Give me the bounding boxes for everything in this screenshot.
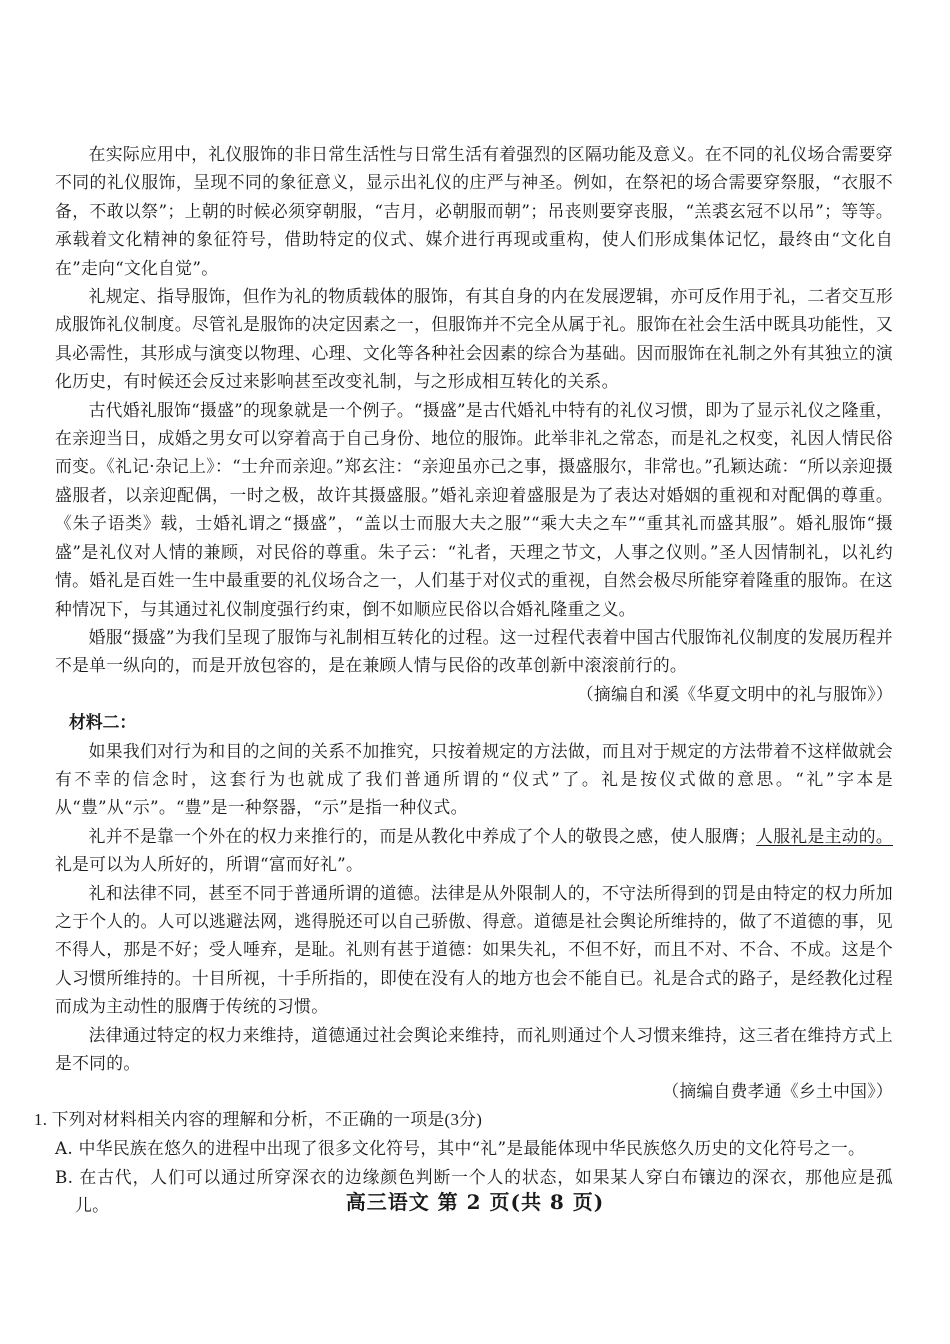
material-two-paragraph-2 [55,822,893,879]
underlined-sentence: 人服礼是主动的。 [756,825,894,846]
material-one-paragraph-3: 古代婚礼服饰“摄盛”的现象就是一个例子。“摄盛”是古代婚礼中特有的礼仪习惯，即为了显示礼仪之隆重，在亲迎当日，成婚之男女可以穿着高于自己身份、地位的服饰。此举非礼之常态，而是礼之权变，礼因人情民俗而变。《礼记·杂记上》：“士弁而亲迎。”郑玄注：“亲迎虽亦己之事，摄盛服尔，非常也。”孔颖达疏：“所以亲迎摄盛服者，以亲迎配偶，一时之极，故许其摄盛服。”婚礼亲迎着盛服是为了表达对婚姻的重视和对配偶的尊重。《朱子语类》载，士婚礼谓之“摄盛”，“盖以士而服大夫之服”“乘大夫之车”“重其礼而盛其服”。婚礼服饰“摄盛”是礼仪对人情的兼顾，对民俗的尊重。朱子云：“礼者，天理之节文，人事之仪则。”圣人因情制礼，以礼约情。婚礼是百姓一生中最重要的礼仪场合之一，人们基于对仪式的重视，自然会极尽所能穿着隆重的服饰。在这种情况下，与其通过礼仪制度强行约束，倒不如顺应民俗以合婚礼隆重之义。 [55,399,893,619]
material-one-source: （摘编自和溪《华夏文明中的礼与服饰》） [576,683,893,704]
page-footer: 高三语文 第 2 页(共 8 页) [345,1190,605,1214]
question-1-option-a: A. 中华民族在悠久的进程中出现了很多文化符号，其中“礼”是最能体现中华民族悠久历史的文化符号之一。 [55,1138,866,1159]
question-1-stem: 1. 下列对材料相关内容的理解和分析，不正确的一项是(3分) [34,1109,483,1129]
material-two-heading: 材料二： [69,712,137,733]
question-1-option-b: B. 在古代，人们可以通过所穿深衣的边缘颜色判断一个人的状态，如果某人穿白布镶边的深衣，那他应是孤儿。 [55,1166,893,1216]
material-two-paragraph-2-end: 礼是可以为人所好的，所谓“富而好礼”。 [55,854,364,875]
material-one-paragraph-4: 婚服“摄盛”为我们呈现了服饰与礼制相互转化的过程。这一过程代表着中国古代服饰礼仪制度的发展历程并不是单一纵向的，而是开放包容的，是在兼顾人情与民俗的改革创新中滚滚前行的。 [55,626,893,676]
material-one-paragraph-1: 在实际应用中，礼仪服饰的非日常生活性与日常生活有着强烈的区隔功能及意义。在不同的礼仪场合需要穿不同的礼仪服饰，呈现不同的象征意义，显示出礼仪的庄严与神圣。例如，在祭祀的场合需要穿祭服，“衣服不备，不敢以祭”；上朝的时候必须穿朝服，“吉月，必朝服而朝”；吊丧则要穿丧服，“羔裘玄冠不以吊”；等等。承载着文化精神的象征符号，借助特定的仪式、媒介进行再现或重构，使人们形成集体记忆，最终由“文化自在”走向“文化自觉”。 [55,144,893,278]
material-two-source: （摘编自费孝通《乡土中国》） [662,1081,893,1102]
material-two-paragraph-4: 法律通过特定的权力来维持，道德通过社会舆论来维持，而礼则通过个人习惯来维持，这三者在维持方式上是不同的。 [55,1024,893,1073]
material-one-paragraph-2: 礼规定、指导服饰，但作为礼的物质载体的服饰，有其自身的内在发展逻辑，亦可反作用于礼，二者交互形成服饰礼仪制度。尽管礼是服饰的决定因素之一，但服饰并不完全从属于礼。服饰在社会生活中既具功能性，又具必需性，其形成与演变以物理、心理、文化等各种社会因素的综合为基础。因而服饰在礼制之外有其独立的演化历史，有时候还会反过来影响甚至改变礼制，与之形成相互转化的关系。 [55,286,893,392]
material-two-paragraph-2-start: 礼并不是靠一个外在的权力来推行的，而是从教化中养成了个人的敬畏之感，使人服膺； [88,825,757,846]
material-two-paragraph-1: 如果我们对行为和目的之间的关系不加推究，只按着规定的方法做，而且对于规定的方法带着不这样做就会有不幸的信念时，这套行为也就成了我们普通所谓的“仪式”了。礼是按仪式做的意思。“礼”字本是从“豊”从“示”。“豊”是一种祭器，“示”是指一种仪式。 [55,740,893,818]
exam-page-body [34,140,894,1219]
material-two-paragraph-3: 礼和法律不同，甚至不同于普通所谓的道德。法律是从外限制人的，不守法所得到的罚是由特定的权力所加之于个人的。人可以逃避法网，逃得脱还可以自己骄傲、得意。道德是社会舆论所维持的，做了不道德的事，见不得人，那是不好；受人唾弃，是耻。礼则有甚于道德：如果失礼，不但不好，而且不对、不合、不成。这是个人习惯所维持的。十目所视，十手所指的，即使在没有人的地方也会不能自已。礼是合式的路子，是经教化过程而成为主动性的服膺于传统的习惯。 [55,882,893,1017]
